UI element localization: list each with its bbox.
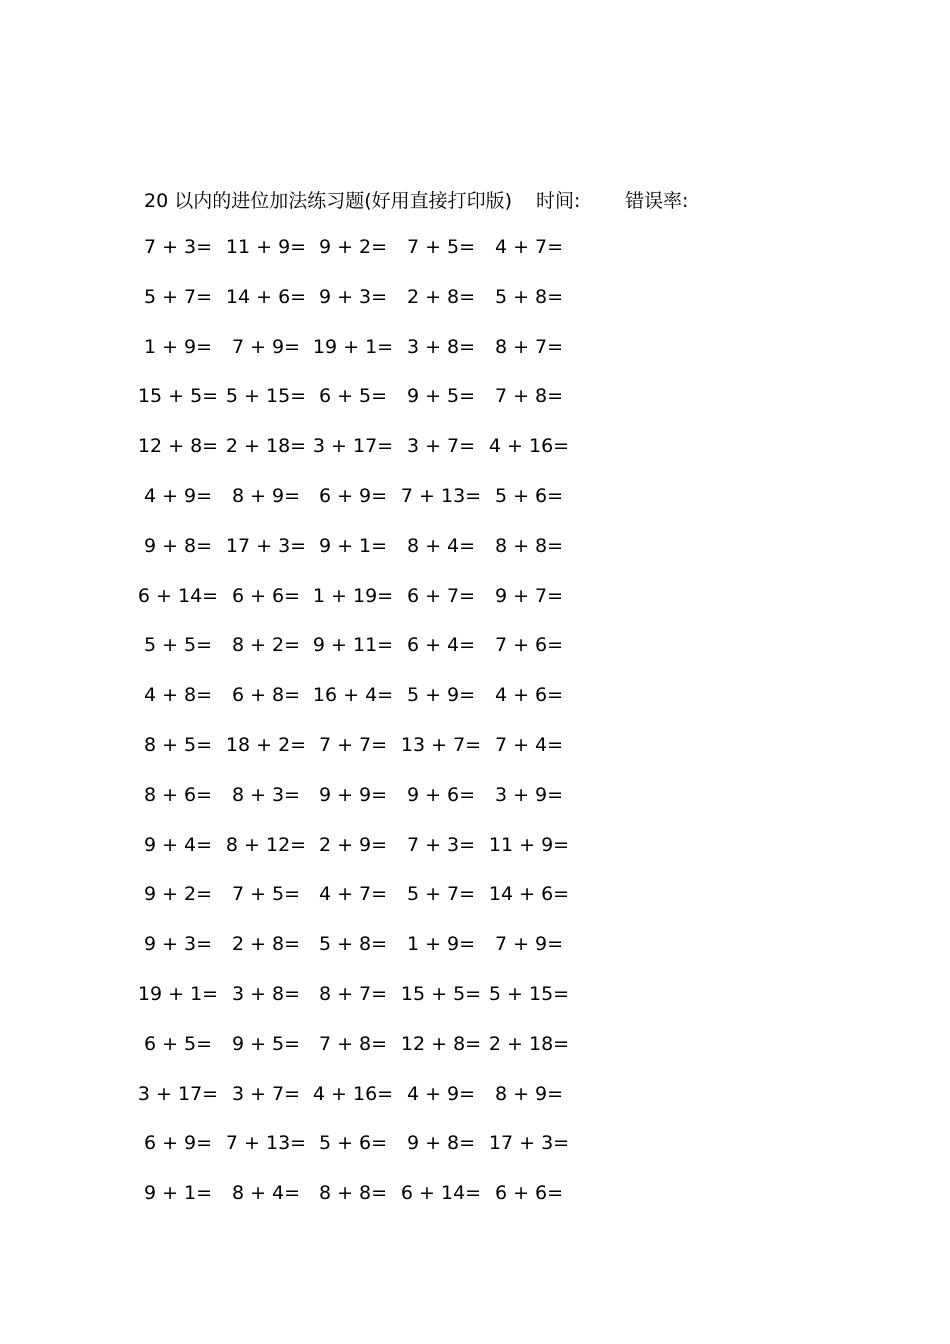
- problem-item: 2 + 18=: [225, 435, 307, 458]
- problem-item: 3 + 7=: [231, 1082, 301, 1105]
- problem-item: 9 + 4=: [143, 833, 213, 856]
- problem-row: [144, 286, 664, 336]
- problem-item: 9 + 7=: [494, 584, 564, 607]
- problem-item: 17 + 3=: [488, 1132, 570, 1155]
- problem-item: 5 + 5=: [143, 634, 213, 657]
- problem-item: 8 + 9=: [231, 484, 301, 507]
- problem-item: 5 + 6=: [318, 1132, 388, 1155]
- problem-item: 11 + 9=: [225, 236, 307, 258]
- problem-item: 8 + 2=: [231, 634, 301, 657]
- problem-item: 6 + 14=: [400, 1182, 482, 1205]
- problem-item: 4 + 16=: [312, 1082, 394, 1105]
- problem-item: 9 + 9=: [318, 783, 388, 806]
- problem-row: [144, 734, 664, 784]
- problem-item: 14 + 6=: [488, 883, 570, 906]
- problem-item: 9 + 1=: [143, 1182, 213, 1205]
- problem-item: 9 + 11=: [312, 634, 394, 657]
- problem-item: 8 + 3=: [231, 783, 301, 806]
- problem-item: 9 + 6=: [406, 783, 476, 806]
- problem-row: [144, 236, 664, 286]
- problem-item: 8 + 12=: [225, 833, 307, 856]
- problem-item: 5 + 9=: [406, 684, 476, 707]
- problem-row: [144, 634, 664, 684]
- problem-item: 14 + 6=: [225, 285, 307, 308]
- problem-item: 8 + 6=: [143, 783, 213, 806]
- problem-item: 1 + 9=: [406, 933, 476, 956]
- problem-item: 4 + 8=: [143, 684, 213, 707]
- problem-item: 8 + 7=: [494, 335, 564, 358]
- problem-item: 11 + 9=: [488, 833, 570, 856]
- problem-row: [137, 584, 664, 635]
- problem-row: [144, 485, 664, 535]
- error-rate-label: 错误率:: [625, 190, 689, 212]
- problem-item: 7 + 9=: [494, 933, 564, 956]
- problem-item: 7 + 7=: [318, 733, 388, 756]
- problem-item: 7 + 13=: [225, 1132, 307, 1155]
- problem-item: 9 + 2=: [318, 236, 388, 258]
- problem-item: 8 + 4=: [231, 1182, 301, 1205]
- problem-item: 2 + 9=: [318, 833, 388, 856]
- problem-row: [144, 834, 664, 884]
- problem-row: [144, 1182, 664, 1232]
- problem-item: 4 + 9=: [143, 484, 213, 507]
- problem-item: 3 + 7=: [406, 435, 476, 458]
- problem-item: 5 + 6=: [494, 484, 564, 507]
- problem-item: 15 + 5=: [400, 982, 482, 1005]
- problem-item: 3 + 8=: [406, 335, 476, 358]
- problem-item: 13 + 7=: [400, 733, 482, 756]
- problem-item: 6 + 9=: [143, 1132, 213, 1155]
- problem-row: [137, 982, 664, 1033]
- problem-item: 8 + 5=: [143, 733, 213, 756]
- problem-item: 6 + 9=: [318, 484, 388, 507]
- problem-item: 7 + 4=: [494, 733, 564, 756]
- problem-item: 7 + 8=: [318, 1032, 388, 1055]
- problem-item: 5 + 7=: [406, 883, 476, 906]
- problem-item: 8 + 8=: [494, 534, 564, 557]
- problem-item: 3 + 17=: [312, 435, 394, 458]
- problem-item: 7 + 3=: [143, 236, 213, 258]
- problem-row: [144, 1033, 664, 1083]
- time-label: 时间:: [536, 190, 581, 212]
- problem-item: 12 + 8=: [400, 1032, 482, 1055]
- problem-item: 6 + 7=: [406, 584, 476, 607]
- problem-item: 8 + 4=: [406, 534, 476, 557]
- problem-row: [144, 933, 664, 983]
- problem-item: 6 + 14=: [137, 584, 219, 607]
- problem-item: 2 + 8=: [231, 933, 301, 956]
- problem-item: 7 + 8=: [494, 385, 564, 408]
- problem-row: [144, 883, 664, 933]
- problem-item: 4 + 7=: [318, 883, 388, 906]
- problem-item: 7 + 13=: [400, 484, 482, 507]
- problem-item: 6 + 5=: [143, 1032, 213, 1055]
- problem-item: 16 + 4=: [312, 684, 394, 707]
- problem-item: 9 + 1=: [318, 534, 388, 557]
- problem-item: 9 + 5=: [231, 1032, 301, 1055]
- problem-item: 9 + 5=: [406, 385, 476, 408]
- problem-item: 4 + 6=: [494, 684, 564, 707]
- problem-item: 7 + 6=: [494, 634, 564, 657]
- problem-item: 8 + 7=: [318, 982, 388, 1005]
- problem-item: 8 + 9=: [494, 1082, 564, 1105]
- problem-item: 6 + 6=: [231, 584, 301, 607]
- problem-item: 9 + 3=: [143, 933, 213, 956]
- problem-row: [144, 336, 664, 386]
- problem-item: 18 + 2=: [225, 733, 307, 756]
- problem-item: 4 + 16=: [488, 435, 570, 458]
- problem-item: 2 + 8=: [406, 285, 476, 308]
- problem-item: 19 + 1=: [137, 982, 219, 1005]
- problem-item: 5 + 8=: [318, 933, 388, 956]
- problem-item: 5 + 7=: [143, 285, 213, 308]
- problem-item: 7 + 9=: [231, 335, 301, 358]
- problem-row: [137, 1082, 664, 1133]
- problem-item: 6 + 4=: [406, 634, 476, 657]
- problem-row: [144, 1132, 664, 1182]
- problem-item: 7 + 5=: [231, 883, 301, 906]
- problem-row: [144, 535, 664, 585]
- problem-item: 15 + 5=: [137, 385, 219, 408]
- problem-item: 5 + 15=: [225, 385, 307, 408]
- problem-row: [137, 385, 664, 435]
- problem-item: 7 + 3=: [406, 833, 476, 856]
- problem-item: 3 + 17=: [137, 1082, 219, 1105]
- problem-item: 3 + 8=: [231, 982, 301, 1005]
- problem-item: 1 + 9=: [143, 335, 213, 358]
- problem-item: 2 + 18=: [488, 1032, 570, 1055]
- problem-item: 3 + 9=: [494, 783, 564, 806]
- problem-item: 5 + 15=: [488, 982, 570, 1005]
- problem-row: [144, 784, 664, 834]
- problem-grid: [137, 236, 664, 1232]
- problem-item: 8 + 8=: [318, 1182, 388, 1205]
- problem-row: [144, 684, 664, 734]
- problem-item: 1 + 19=: [312, 584, 394, 607]
- problem-item: 4 + 9=: [406, 1082, 476, 1105]
- worksheet-title: 20 以内的进位加法练习题(好用直接打印版): [144, 190, 513, 212]
- problem-item: 17 + 3=: [225, 534, 307, 557]
- problem-item: 5 + 8=: [494, 285, 564, 308]
- problem-item: 9 + 8=: [406, 1132, 476, 1155]
- problem-item: 6 + 5=: [318, 385, 388, 408]
- problem-item: 6 + 8=: [231, 684, 301, 707]
- problem-item: 9 + 2=: [143, 883, 213, 906]
- problem-item: 9 + 3=: [318, 285, 388, 308]
- problem-item: 9 + 8=: [143, 534, 213, 557]
- problem-item: 7 + 5=: [406, 236, 476, 258]
- problem-item: 6 + 6=: [494, 1182, 564, 1205]
- problem-item: 12 + 8=: [137, 435, 219, 458]
- problem-item: 19 + 1=: [312, 335, 394, 358]
- problem-row: [137, 435, 664, 485]
- problem-item: 4 + 7=: [494, 236, 564, 258]
